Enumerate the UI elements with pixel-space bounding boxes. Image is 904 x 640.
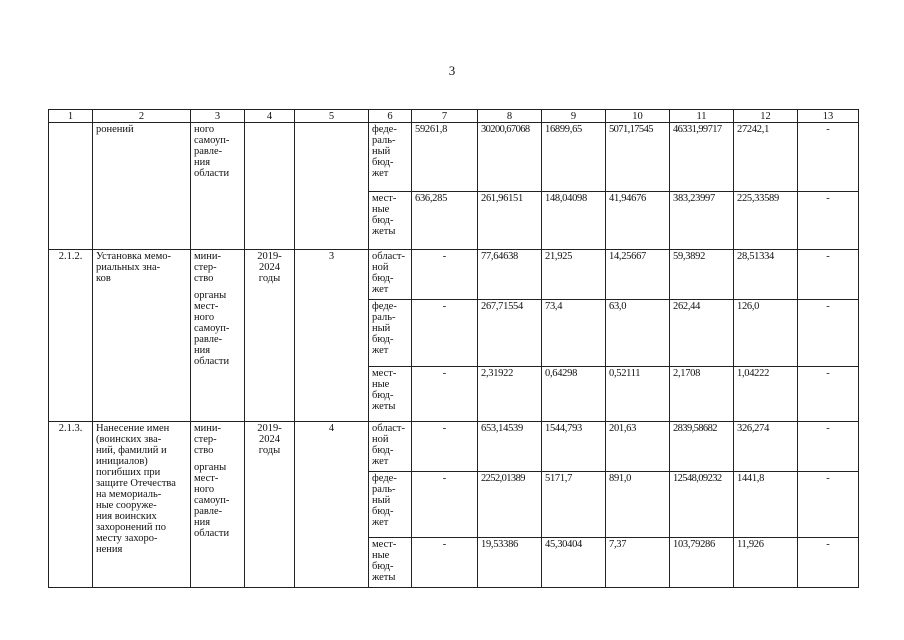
measure-name-cell: Нанесение имен (воинских зва- ний, фамилий и инициалов) погибших при защите Отечества на мемориаль- ные сооруже- ния воинских захоронений по месту захоро- нения xyxy=(93,422,191,588)
executor-cell xyxy=(191,250,245,422)
value-cell: 14,25667 xyxy=(606,250,670,300)
value-cell: 73,4 xyxy=(542,300,606,367)
value-cell: 383,23997 xyxy=(670,192,734,250)
value-cell: 5071,17545 xyxy=(606,123,670,192)
value-cell: 59261,8 xyxy=(412,123,478,192)
value-cell: - xyxy=(412,367,478,422)
value-cell: 653,14539 xyxy=(478,422,542,472)
col-header-1: 1 xyxy=(49,110,93,123)
col-header-13: 13 xyxy=(798,110,859,123)
value-cell: - xyxy=(798,367,859,422)
value-cell: - xyxy=(798,472,859,538)
value-cell: 7,37 xyxy=(606,538,670,588)
col-header-10: 10 xyxy=(606,110,670,123)
value-cell: 27242,1 xyxy=(734,123,798,192)
value-cell: - xyxy=(412,538,478,588)
col-header-9: 9 xyxy=(542,110,606,123)
executor-cell: ного самоуп- равле- ния области xyxy=(191,123,245,250)
period-cell: 2019- 2024 годы xyxy=(245,422,295,588)
col-header-12: 12 xyxy=(734,110,798,123)
value-cell: - xyxy=(798,250,859,300)
value-cell: - xyxy=(798,300,859,367)
value-cell: - xyxy=(412,250,478,300)
value-cell: - xyxy=(412,472,478,538)
value-cell: 30200,67068 xyxy=(478,123,542,192)
column-number-row xyxy=(49,110,859,123)
col-header-2: 2 xyxy=(93,110,191,123)
value-cell: 262,44 xyxy=(670,300,734,367)
value-cell: 19,53386 xyxy=(478,538,542,588)
value-cell: 636,285 xyxy=(412,192,478,250)
page-number: 3 xyxy=(448,63,456,78)
value-cell: 59,3892 xyxy=(670,250,734,300)
value-cell: 1441,8 xyxy=(734,472,798,538)
value-cell: 126,0 xyxy=(734,300,798,367)
value-cell: 261,96151 xyxy=(478,192,542,250)
value-cell: 5171,7 xyxy=(542,472,606,538)
period-cell xyxy=(245,123,295,250)
value-cell: 2839,58682 xyxy=(670,422,734,472)
col-header-7: 7 xyxy=(412,110,478,123)
executor-local-bodies: органы мест- ного самоуп- равле- ния области xyxy=(194,290,230,367)
value-cell: - xyxy=(798,192,859,250)
table-row xyxy=(49,422,859,472)
value-cell: 21,925 xyxy=(542,250,606,300)
value-cell: 201,63 xyxy=(606,422,670,472)
funding-source-cell: феде- раль- ный бюд- жет xyxy=(369,300,412,367)
funding-source-cell: феде- раль- ный бюд- жет xyxy=(369,472,412,538)
value-cell: 63,0 xyxy=(606,300,670,367)
code-cell: 2.1.3. xyxy=(49,422,93,588)
value-cell: 2,31922 xyxy=(478,367,542,422)
col-header-6: 6 xyxy=(369,110,412,123)
funding-source-cell: мест- ные бюд- жеты xyxy=(369,192,412,250)
funding-source-cell: област- ной бюд- жет xyxy=(369,422,412,472)
table-row xyxy=(49,250,859,300)
funding-source-cell: феде- раль- ный бюд- жет xyxy=(369,123,412,192)
executor-cell xyxy=(191,422,245,588)
value-cell: 326,274 xyxy=(734,422,798,472)
col-header-11: 11 xyxy=(670,110,734,123)
budget-table xyxy=(48,109,859,588)
value-cell: - xyxy=(798,422,859,472)
value-cell: 148,04098 xyxy=(542,192,606,250)
value-cell: 267,71554 xyxy=(478,300,542,367)
code-cell xyxy=(49,123,93,250)
col-header-5: 5 xyxy=(295,110,369,123)
value-cell: 12548,09232 xyxy=(670,472,734,538)
executor-local-bodies: органы мест- ного самоуп- равле- ния области xyxy=(194,462,230,539)
value-cell: 891,0 xyxy=(606,472,670,538)
value-cell: 46331,99717 xyxy=(670,123,734,192)
measure-name-cell: ронений xyxy=(93,123,191,250)
measure-name-cell: Установка мемо- риальных зна- ков xyxy=(93,250,191,422)
funding-source-cell: област- ной бюд- жет xyxy=(369,250,412,300)
value-cell: 225,33589 xyxy=(734,192,798,250)
value-cell: - xyxy=(798,538,859,588)
value-cell: 103,79286 xyxy=(670,538,734,588)
col5-cell: 4 xyxy=(295,422,369,588)
value-cell: 2,1708 xyxy=(670,367,734,422)
value-cell: 41,94676 xyxy=(606,192,670,250)
value-cell: - xyxy=(412,422,478,472)
value-cell: 11,926 xyxy=(734,538,798,588)
code-cell: 2.1.2. xyxy=(49,250,93,422)
value-cell: 1,04222 xyxy=(734,367,798,422)
value-cell: 16899,65 xyxy=(542,123,606,192)
funding-source-cell: мест- ные бюд- жеты xyxy=(369,367,412,422)
value-cell: 2252,01389 xyxy=(478,472,542,538)
table-row xyxy=(49,123,859,192)
value-cell: 1544,793 xyxy=(542,422,606,472)
funding-source-cell: мест- ные бюд- жеты xyxy=(369,538,412,588)
col-header-8: 8 xyxy=(478,110,542,123)
col5-cell xyxy=(295,123,369,250)
value-cell: - xyxy=(412,300,478,367)
executor-ministry: мини- стер- ство xyxy=(194,423,221,456)
period-cell: 2019- 2024 годы xyxy=(245,250,295,422)
value-cell: 0,52111 xyxy=(606,367,670,422)
col-header-3: 3 xyxy=(191,110,245,123)
value-cell: 77,64638 xyxy=(478,250,542,300)
col5-cell: 3 xyxy=(295,250,369,422)
value-cell: 28,51334 xyxy=(734,250,798,300)
col-header-4: 4 xyxy=(245,110,295,123)
executor-ministry: мини- стер- ство xyxy=(194,251,221,284)
value-cell: 45,30404 xyxy=(542,538,606,588)
value-cell: 0,64298 xyxy=(542,367,606,422)
value-cell: - xyxy=(798,123,859,192)
